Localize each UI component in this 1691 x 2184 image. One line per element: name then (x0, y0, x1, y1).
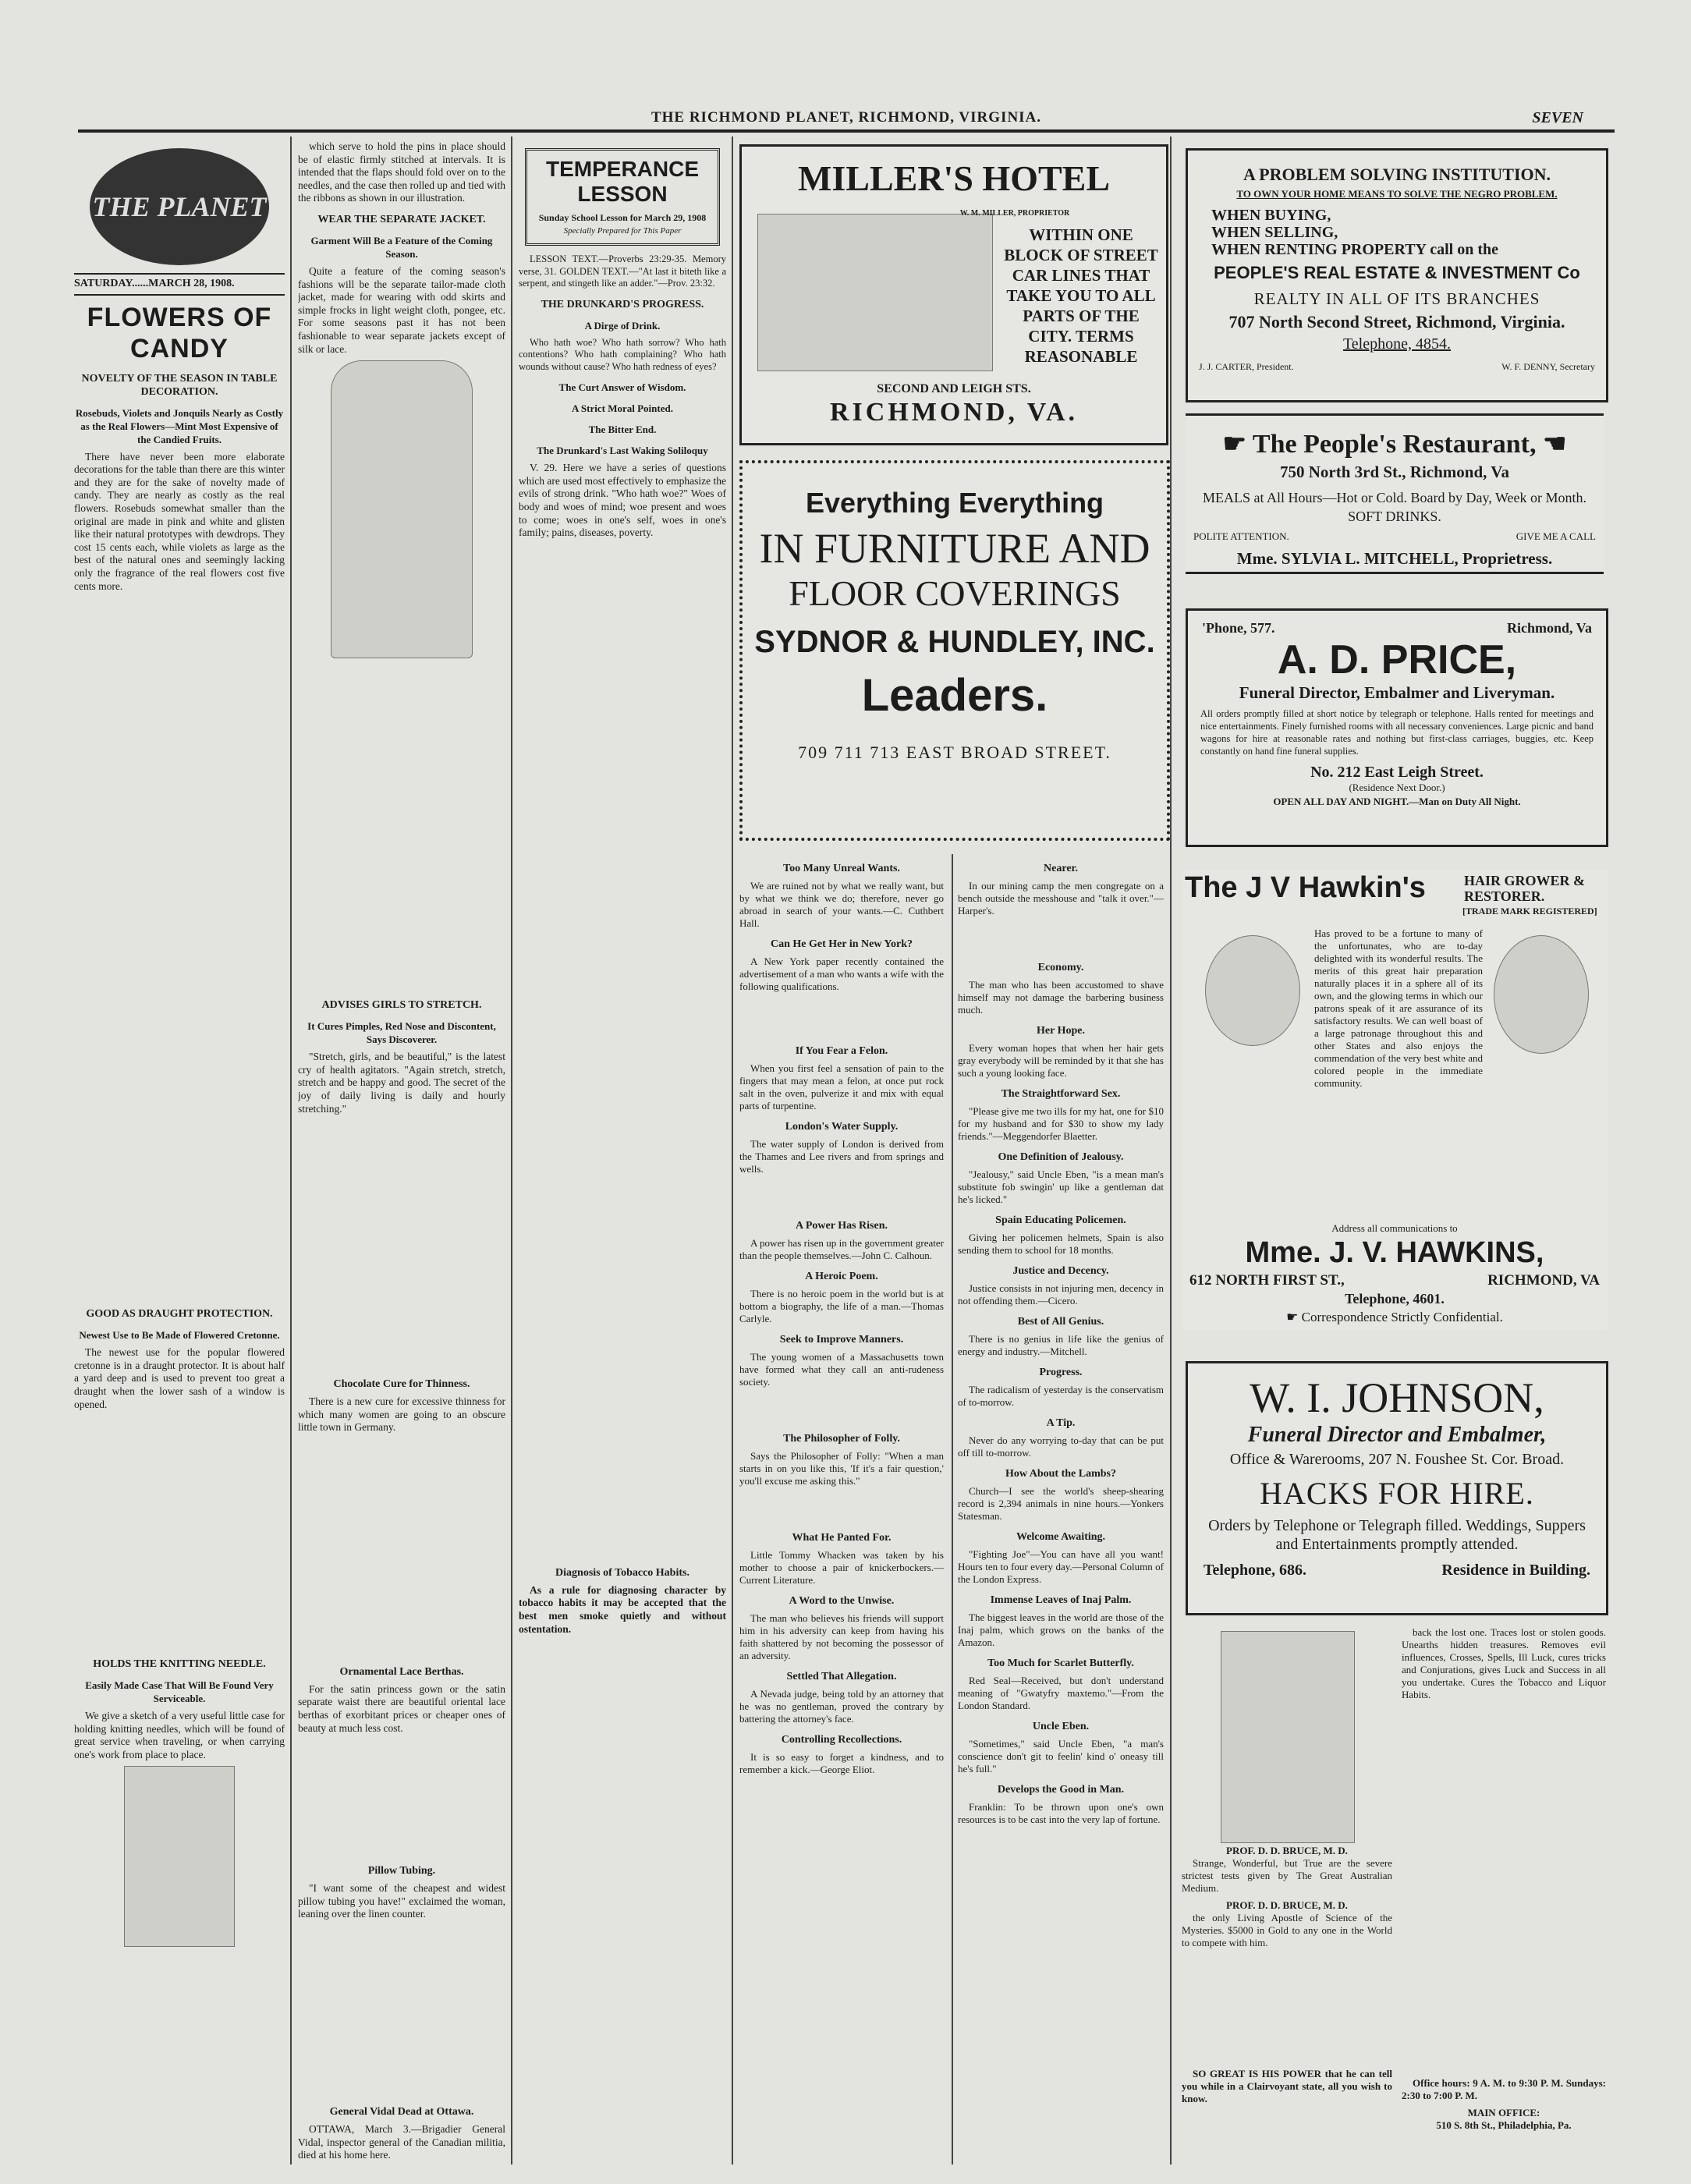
problem-title: A PROBLEM SOLVING INSTITUTION. (1243, 165, 1551, 184)
bruce-portrait (1221, 1631, 1355, 1843)
col5-headline: Justice and Decency. (1012, 1265, 1109, 1277)
col5-body: "Please give me two ills for my hat, one for $10 for my husband and for $30 to show my lady friends."—Meggendorfer Blaetter. (958, 1105, 1164, 1142)
restaurant-proprietress: Mme. SYLVIA L. MITCHELL, Proprietress. (1236, 549, 1553, 568)
article-body-stretch-continued (298, 1120, 505, 1370)
col4-body: The water supply of London is derived from the Thames and Lee rivers and from springs and wells. (739, 1138, 944, 1175)
col5-headline: Immense Leaves of Inaj Palm. (990, 1594, 1132, 1606)
col4-body-continued (739, 1393, 944, 1424)
article-body-chocolate-continued (298, 1439, 505, 1658)
headline-flowers-of-candy: FLOWERS OF CANDY (87, 302, 272, 363)
col5-body: "Jealousy," said Uncle Eben, "is a mean man's substitute fob swingin' up like a gentleman dat he's licked." (958, 1168, 1164, 1205)
hawkins-confidential-line (1182, 1310, 1608, 1325)
deck-knitting: Easily Made Case That Will Be Found Very Serviceable. (85, 1679, 274, 1705)
bruce-body-2: the only Living Apostle of Science of the Mysteries. $5000 in Gold to any one in the World to compete with him. (1182, 1912, 1392, 1948)
deck-jacket: Garment Will Be a Feature of the Coming Season. (310, 234, 493, 260)
furniture-line1: Everything (805, 487, 951, 519)
temperance-title: TEMPERANCE LESSON (545, 157, 699, 206)
col4-body: There is no heroic poem in the world but is at bottom a biography, the life of a man.—Thomas Carlyle. (739, 1288, 944, 1324)
problem-line: WHEN SELLING, (1211, 224, 1338, 241)
col5-body: "Fighting Joe"—You can have all you want! Hours ten to four every day.—Personal Column of the London Express. (958, 1548, 1164, 1585)
hotel-city: RICHMOND, VA. (829, 398, 1079, 427)
subhead-dirge: A Dirge of Drink. (584, 319, 661, 332)
column-2 (298, 140, 505, 2168)
furniture-line2: Everything (959, 487, 1104, 519)
column-rule (290, 136, 292, 2164)
bruce-right-text (1402, 1626, 1606, 2132)
bruce-ad (1182, 1626, 1608, 2164)
col5-headline: A Tip. (1046, 1417, 1076, 1429)
problem-lines (1211, 207, 1606, 258)
temperance-box (525, 148, 720, 246)
temperance-sub: Sunday School Lesson for March 29, 1908 (538, 212, 707, 223)
lesson-text: LESSON TEXT.—Proverbs 23:29-35. Memory verse, 31. GOLDEN TEXT.—"At last it biteth like a serpent, and stingeth like an adder."—Prov. 23:32. (519, 254, 726, 289)
problem-secretary: W. F. DENNY, Secretary (1501, 361, 1595, 372)
hawkins-body-continued (1189, 1166, 1600, 1221)
headline-chocolate: Chocolate Cure for Thinness. (333, 1378, 470, 1391)
article-body: There have never been more elaborate decorations for the table than there are this winter and they are for the sake of novelty made of candy. They are nearly as costly as the real flowers. Rosebuds somewhat smaller than the original are made in pink and white and glisten like their natural prototypes with dewdrops. They cost 15 cents each, while violets as large as the best of the natural ones and seemingly lacking only the fragrance of the real flowers cost five cents more. (74, 450, 285, 592)
price-open: OPEN ALL DAY AND NIGHT.—Man on Duty All Night. (1273, 796, 1521, 807)
col5-body: Church—I see the world's sheep-shearing record is 2,394 animals in nine hours.—Yonkers Statesman. (958, 1485, 1164, 1522)
johnson-name: W. I. JOHNSON, (1250, 1374, 1544, 1421)
headline-vidal: General Vidal Dead at Ottawa. (329, 2106, 474, 2118)
deck-stretch: It Cures Pimples, Red Nose and Discontent, Says Discoverer. (307, 1020, 496, 1046)
bruce-caption: PROF. D. D. BRUCE, M. D. (1226, 1845, 1348, 1856)
col5-body: The radicalism of yesterday is the conservatism of to-morrow. (958, 1384, 1164, 1408)
col4-body: It is so easy to forget a kindness, and to remember a kick.—George Eliot. (739, 1751, 944, 1775)
article-body-stretch: "Stretch, girls, and be beautiful," is the latest cry of health agitators. "Again stretch, stretch, stretch and be happy and good. The secret of the joy of daily living is daily and hourly stretching." (298, 1051, 505, 1115)
article-intro: which serve to hold the pins in place should be of elastic firmly stitched at intervals. It is intended that the flaps should fold over on to the needles, and the case then rolled up and tied with the ribbons as shown in our illustration. (298, 140, 505, 204)
restaurant-right: GIVE ME A CALL (1516, 530, 1596, 542)
furniture-address: 709 711 713 EAST BROAD STREET. (798, 743, 1111, 762)
restaurant-footer (1186, 526, 1604, 543)
col5-body-continued (958, 922, 1164, 953)
col4-headline: A Word to the Unwise. (789, 1595, 895, 1607)
price-residence: (Residence Next Door.) (1349, 782, 1445, 793)
problem-city: Richmond, Virginia. (1416, 312, 1565, 332)
page-number: SEVEN (1532, 109, 1583, 126)
subhead-curt-answer: The Curt Answer of Wisdom. (558, 381, 686, 394)
col4-body: The man who believes his friends will support him in his adversity can keep from having his faith shattered by not becoming the possessor of an adversity. (739, 1612, 944, 1661)
col4-headline: London's Water Supply. (785, 1121, 899, 1133)
deck-draught: Newest Use to Be Made of Flowered Cretonne. (79, 1329, 280, 1342)
price-phone: 'Phone, 577. (1202, 620, 1275, 636)
problem-line: WHEN RENTING PROPERTY call on the (1211, 241, 1499, 258)
furniture-firm: SYDNOR & HUNDLEY, INC. (754, 625, 1155, 659)
column-5 (958, 854, 1164, 2172)
article-body-jacket: Quite a feature of the coming season's fashions will be the separate tailor-made cloth jacket, made for wearing with odd skirts and simple frocks in light weight cloth, pongee, etc. For some seasons past it has not been fashionable to wear separate jackets except of silk or lace. (298, 264, 505, 355)
col5-headline: Progress. (1039, 1367, 1083, 1378)
furniture-tag: Leaders. (861, 670, 1048, 721)
col5-body: Franklin: To be thrown upon one's own resources is to be cast into the very lap of fortune. (958, 1801, 1164, 1825)
price-city: Richmond, Va (1506, 620, 1592, 636)
article-body-berthas: For the satin princess gown or the satin separate waist there are beautiful oriental lace berthas of exorbitant prices or cheaper ones of beauty at much less cost. (298, 1682, 505, 1734)
headline-stretch: ADVISES GIRLS TO STRETCH. (321, 999, 482, 1012)
bruce-right-body: back the lost one. Traces lost or stolen goods. Unearths hidden treasures. Removes evil influences, Crosses, Spells, Ill Luck, cures tricks and Conjurations, gives Luck and Success in all you undertake. Cures the Tobacco and Liquor Habits. (1402, 1626, 1606, 1700)
johnson-phone: Telephone, 686. (1204, 1562, 1307, 1579)
bruce-main-office: MAIN OFFICE: (1467, 2107, 1540, 2118)
pointing-hand-icon: ☚ (1536, 430, 1567, 459)
headline-draught: GOOD AS DRAUGHT PROTECTION. (86, 1308, 273, 1321)
problem-address: 707 North Second Street, (1228, 312, 1412, 332)
bruce-address: 510 S. 8th St., Philadelphia, Pa. (1436, 2119, 1572, 2131)
problem-officers (1188, 353, 1606, 373)
col4-headline: Too Many Unreal Wants. (783, 863, 900, 874)
col5-body: There is no genius in life like the genius of energy and industry.—Mitchell. (958, 1333, 1164, 1357)
bruce-caption-2: PROF. D. D. BRUCE, M. D. (1226, 1899, 1348, 1911)
hotel-address: SECOND AND LEIGH STS. (877, 382, 1031, 395)
bruce-body-continued (1182, 1954, 1392, 2063)
col4-body: The young women of a Massachusetts town have formed what they call an anti-rudeness society. (739, 1351, 944, 1388)
subhead-strict-moral: A Strict Moral Pointed. (572, 402, 673, 415)
col4-body-continued (739, 1492, 944, 1523)
col5-headline: Spain Educating Policemen. (995, 1214, 1126, 1226)
article-body-continued (74, 597, 285, 1299)
column-rule (1170, 136, 1172, 2164)
temperance-sub2: Specially Prepared for This Paper (563, 225, 682, 236)
hotel-proprietor: W. M. MILLER, PROPRIETOR (959, 209, 1070, 218)
problem-firm: PEOPLE'S REAL ESTATE & INVESTMENT Co (1214, 263, 1580, 282)
col4-body: A New York paper recently contained the advertisement of a man who wants a wife with the following qualifications. (739, 956, 944, 992)
col5-body: "Sometimes," said Uncle Eben, "a man's conscience don't git to feelin' kind o' oneasy till he's full." (958, 1738, 1164, 1774)
col5-body: Never do any worrying to-day that can be put off till to-morrow. (958, 1434, 1164, 1459)
pointing-hand-icon: ☛ (1286, 1310, 1302, 1324)
furniture-line3: IN FURNITURE AND (759, 525, 1150, 572)
price-address: No. 212 East Leigh Street. (1310, 764, 1484, 781)
column-rule (952, 854, 953, 2164)
col4-body: A power has risen up in the government greater than the people themselves.—John C. Calhoun. (739, 1237, 944, 1261)
hawkins-address-intro: Address all communications to (1331, 1222, 1458, 1234)
col4-headline: Settled That Allegation. (786, 1671, 897, 1682)
col5-headline: Her Hope. (1037, 1025, 1085, 1037)
subhead: NOVELTY OF THE SEASON IN TABLE DECORATION. (81, 372, 278, 398)
poem: Who hath woe? Who hath sorrow? Who hath contentions? Who hath complaining? Who hath wounds without cause? Who hath redness of eyes? (519, 336, 726, 372)
price-ad (1186, 608, 1608, 847)
hawkins-street: 612 NORTH FIRST ST., (1189, 1272, 1345, 1289)
bruce-left-text (1182, 1845, 1392, 2110)
col4-headline: The Philosopher of Folly. (783, 1433, 900, 1445)
col4-headline: Controlling Recollections. (781, 1734, 902, 1746)
column-1 (74, 140, 285, 2168)
col4-headline: Can He Get Her in New York? (771, 938, 913, 950)
hawkins-header (1182, 870, 1608, 916)
article-body-draught: The newest use for the popular flowered cretonne is in a draught protector. It is about half a yard deep and is used to prevent too great a draught when the lower sash of a window is opened. (74, 1346, 285, 1410)
bruce-claim: SO GREAT IS HIS POWER that he can tell you while in a Clairvoyant state, all you wish to know. (1182, 2068, 1392, 2104)
col5-headline: Too Much for Scarlet Butterfly. (987, 1658, 1134, 1669)
col5-body: In our mining camp the men congregate on a bench outside the messhouse and "talk it over."—Harper's. (958, 880, 1164, 916)
problem-president: J. J. CARTER, President. (1199, 361, 1294, 372)
article-body-pillow: "I want some of the cheapest and widest pillow tubing you have!" exclaimed the woman, leaning over the linen counter. (298, 1882, 505, 1920)
hawkins-prop: Mme. J. V. HAWKINS, (1245, 1236, 1544, 1269)
johnson-footer (1188, 1554, 1606, 1580)
col5-body: Justice consists in not injuring men, decency in not offending them.—Cicero. (958, 1282, 1164, 1306)
col5-headline: How About the Lambs? (1005, 1468, 1116, 1480)
article-body-jacket-continued (298, 663, 505, 991)
johnson-title: Funeral Director and Embalmer, (1247, 1423, 1547, 1447)
problem-phone: Telephone, 4854. (1342, 335, 1451, 353)
column-4 (739, 854, 944, 2172)
bruce-right-continued (1402, 1706, 1606, 2072)
restaurant-name: The People's Restaurant, (1252, 430, 1537, 459)
col5-headline: Nearer. (1044, 863, 1078, 874)
column-3 (519, 140, 726, 2168)
col5-headline: The Straightforward Sex. (1001, 1088, 1121, 1100)
headline-knitting: HOLDS THE KNITTING NEEDLE. (93, 1658, 266, 1671)
furniture-ad (739, 460, 1170, 841)
problem-line: WHEN BUYING, (1211, 207, 1331, 224)
col4-body-continued (739, 998, 944, 1037)
hawkins-product: HAIR GROWER & RESTORER. (1464, 873, 1586, 904)
hotel-name: MILLER'S HOTEL (797, 158, 1111, 198)
col4-body-continued (739, 1180, 944, 1211)
lesson-body-continued (519, 544, 726, 1558)
price-name: A. D. PRICE, (1277, 637, 1517, 682)
dateline: SATURDAY......MARCH 28, 1908. (74, 273, 285, 296)
furniture-headline (743, 487, 1167, 519)
johnson-ad (1186, 1361, 1608, 1615)
hawkins-address (1189, 1272, 1600, 1289)
col4-headline: What He Panted For. (792, 1532, 892, 1544)
article-body-chocolate: There is a new cure for excessive thinness for which many women are going to an obscure little town in Germany. (298, 1395, 505, 1434)
hawkins-ad (1182, 870, 1608, 1330)
fashion-illustration (331, 360, 473, 658)
article-body-berthas-continued (298, 1739, 505, 1856)
pointing-hand-icon: ☛ (1222, 430, 1253, 459)
restaurant-header (1186, 428, 1604, 459)
lesson-body: V. 29. Here we have a series of questions which are used most effectively to emphasize the evils of strong drink. "Who hath woe?" Woes of body and woes of mind; woe present and woes to come; woes in one's self, woes in one's family; pains, diseases, poverty. (519, 462, 726, 539)
price-title: Funeral Director, Embalmer and Liveryman. (1239, 683, 1555, 702)
col4-body: We are ruined not by what we really want, but by what we think we do; therefore, never go abroad in search of your wants.—C. Cuthbert Hall. (739, 880, 944, 929)
planet-logo: THE PLANET (90, 148, 269, 265)
problem-address-line (1188, 312, 1606, 332)
deck: Rosebuds, Violets and Jonquils Nearly as Costly as the Real Flowers—Mint Most Expensive of the Candied Fruits. (75, 406, 284, 445)
col4-body: A Nevada judge, being told by an attorney that he was no gentleman, proved the contrary by battering the attorney's face. (739, 1688, 944, 1725)
column-rule (732, 136, 733, 2164)
restaurant-address: 750 North 3rd St., Richmond, Va (1279, 463, 1510, 481)
col5-headline: Uncle Eben. (1032, 1721, 1090, 1732)
col5-headline: Economy. (1037, 962, 1084, 973)
bruce-hours: Office hours: 9 A. M. to 9:30 P. M. Sundays: 2:30 to 7:00 P. M. (1402, 2077, 1606, 2101)
hawkins-phone: Telephone, 4601. (1345, 1291, 1445, 1306)
article-body-draught-continued (74, 1416, 285, 1650)
millers-hotel-ad (739, 144, 1168, 445)
col4-body: Says the Philosopher of Folly: "When a man starts in on you like this, 'If it's a fair question,' you'll excuse me asking this." (739, 1450, 944, 1487)
restaurant-left: POLITE ATTENTION. (1193, 530, 1289, 542)
col5-body: Every woman hopes that when her hair gets gray everybody will be reminded by it that she has such a young looking face. (958, 1042, 1164, 1079)
col5-headline: One Definition of Jealousy. (998, 1151, 1124, 1163)
johnson-office: Office & Warerooms, 207 N. Foushee St. Cor. Broad. (1229, 1451, 1565, 1468)
col5-body: Giving her policemen helmets, Spain is also sending them to school for 18 months. (958, 1232, 1164, 1256)
price-top (1188, 611, 1606, 636)
johnson-hacks: HACKS FOR HIRE. (1260, 1476, 1534, 1511)
col5-headline: Develops the Good in Man. (997, 1784, 1125, 1796)
headline-drunkards-progress: THE DRUNKARD'S PROGRESS. (541, 298, 704, 310)
article-body-knitting: We give a sketch of a very useful little case for holding knitting needles, which will be found of great service when traveling, or when carrying one's work from place to place. (74, 1710, 285, 1760)
col5-body: The biggest leaves in the world are those of the Inaj palm, which grows on the banks of the Amazon. (958, 1611, 1164, 1648)
hawkins-trademark: [TRADE MARK REGISTERED] (1462, 906, 1597, 916)
subhead-bitter-end: The Bitter End. (588, 424, 657, 436)
article-body-tobacco: As a rule for diagnosing character by tobacco habits it may be accepted that the best men smoke quietly and without ostentation. (519, 1583, 726, 1635)
masthead-rule (78, 129, 1615, 133)
headline-tobacco: Diagnosis of Tobacco Habits. (555, 1566, 690, 1579)
col4-body: When you first feel a sensation of pain to the fingers that may mean a felon, at once put rock salt in the oven, pulverize it and mix with equal parts of turpentine. (739, 1062, 944, 1112)
headline-pillow: Pillow Tubing. (367, 1865, 436, 1877)
column-rule (511, 136, 512, 2164)
masthead-title: THE RICHMOND PLANET, RICHMOND, VIRGINIA. (651, 109, 1042, 126)
col4-headline: If You Fear a Felon. (795, 1045, 888, 1057)
article-body-pillow-continued (298, 1926, 505, 2097)
hotel-building-illustration (757, 214, 993, 371)
problem-solving-ad (1186, 148, 1608, 402)
problem-sub: TO OWN YOUR HOME MEANS TO SOLVE THE NEGRO PROBLEM. (1236, 188, 1558, 200)
col5-body: The man who has been accustomed to shave himself may not damage the barbering business much. (958, 979, 1164, 1016)
hawkins-confidential: Correspondence Strictly Confidential. (1301, 1310, 1503, 1324)
col4-headline: A Heroic Poem. (805, 1271, 878, 1282)
subhead-soliloquy: The Drunkard's Last Waking Soliloquy (537, 445, 708, 457)
col5-headline: Best of All Genius. (1017, 1316, 1104, 1328)
col4-headline: A Power Has Risen. (796, 1220, 888, 1232)
johnson-orders: Orders by Telephone or Telegraph filled. Weddings, Suppers and Entertainments promptly attended. (1208, 1517, 1586, 1553)
col5-body: Red Seal—Received, but don't understand meaning of "Gwatyfry maxtemo."—From the London Standard. (958, 1675, 1164, 1711)
hotel-pitch: WITHIN ONE BLOCK OF STREET CAR LINES THAT TAKE YOU TO ALL PARTS OF THE CITY. TERMS REASONABLE (1004, 225, 1158, 366)
col4-headline: Seek to Improve Manners. (779, 1334, 904, 1346)
restaurant-meals: MEALS at All Hours—Hot or Cold. Board by Day, Week or Month. SOFT DRINKS. (1202, 490, 1586, 524)
headline-berthas: Ornamental Lace Berthas. (339, 1665, 464, 1678)
headline-jacket: WEAR THE SEPARATE JACKET. (317, 213, 486, 225)
article-body-vidal: OTTAWA, March 3.—Brigadier General Vidal, inspector general of the Canadian militia, died at his home here. (298, 2123, 505, 2161)
hawkins-city: RICHMOND, VA (1487, 1272, 1600, 1289)
furniture-line4: FLOOR COVERINGS (789, 573, 1121, 613)
hawkins-name: The J V Hawkin's (1185, 871, 1426, 904)
knitting-case-illustration (124, 1766, 235, 1947)
col4-body: Little Tommy Whacken was taken by his mother to choose a pair of knickerbockers.—Current Literature. (739, 1549, 944, 1586)
problem-realty: REALTY IN ALL OF ITS BRANCHES (1253, 289, 1540, 308)
johnson-residence: Residence in Building. (1441, 1562, 1590, 1579)
bruce-body: Strange, Wonderful, but True are the severe strictest tests given by The Great Australian Medium. (1182, 1857, 1392, 1894)
price-body: All orders promptly filled at short notice by telegraph or telephone. Halls rented for meetings and nice entertainments. Finely furnished rooms with all necessary conveniences. Large picnic and band wagons for hire at reasonable rates and nothing but first-class carriages, buggies, etc. Keep constantly on hand fine funeral supplies. (1200, 708, 1594, 757)
hawkins-body: Has proved to be a fortune to many of the unfortunates, who are to-day delighted with its wonderful results. The merits of this great hair preparation naturally places it in a sphere all of its own, and the glowing terms in which our patrons speak of it are assurance of its satisfactory results. We can well boast of a large patronage throughout this and other States and also enjoys the commendation of the very best white and colored people in the immediate community. (1314, 927, 1483, 1089)
col5-headline: Welcome Awaiting. (1016, 1531, 1106, 1543)
peoples-restaurant-ad (1186, 413, 1604, 574)
